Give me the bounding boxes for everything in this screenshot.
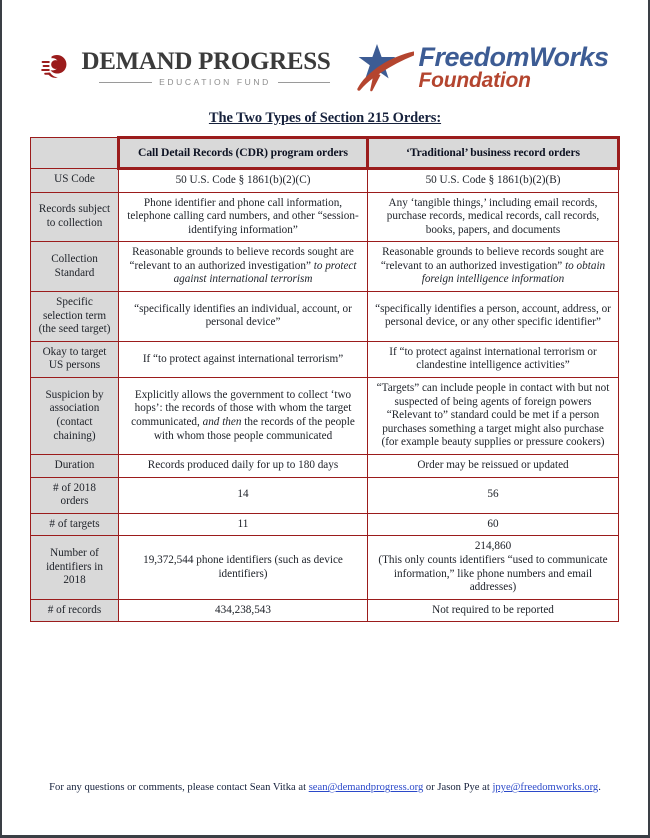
suspicion-cdr-part2: the records of the people with whom those people communicated — [153, 415, 355, 442]
demand-progress-tagline-row — [81, 78, 330, 87]
column-header-traditional: ‘Traditional’ business record orders — [368, 138, 619, 169]
identifiers-traditional-note: (This only counts identifiers “used to communicate information,” like phone numbers and email addresses) — [378, 554, 608, 594]
cell-selection-term-traditional: “specifically identifies a person, account, address, or personal device, or any other specific identifier” — [368, 291, 619, 341]
row-label-collection-standard: Collection Standard — [31, 242, 119, 292]
rule-right — [278, 82, 331, 83]
table-row — [31, 536, 619, 599]
row-label-specific-selection-term: Specific selection term (the seed target) — [31, 291, 119, 341]
footer-contact-line — [2, 782, 648, 793]
row-label-okay-to-target-us-persons: Okay to target US persons — [31, 341, 119, 377]
cell-suspicion-traditional — [368, 378, 619, 455]
table-row — [31, 341, 619, 377]
table-row — [31, 454, 619, 477]
cell-records-count-cdr: 434,238,543 — [119, 599, 368, 622]
collection-standard-cdr-lead: Reasonable grounds to believe records sought are “relevant to an authorized investigation” — [129, 246, 354, 272]
cell-us-code-cdr: 50 U.S. Code § 1861(b)(2)(C) — [119, 169, 368, 193]
collection-standard-cdr-italic: to protect against international terrorism — [173, 259, 357, 286]
table-header-row — [31, 138, 619, 169]
cell-identifiers-cdr: 19,372,544 phone identifiers (such as device identifiers) — [119, 536, 368, 599]
cell-collection-standard-cdr — [119, 242, 368, 292]
table-row — [31, 242, 619, 292]
section-215-comparison-table — [30, 136, 620, 622]
cell-us-code-traditional: 50 U.S. Code § 1861(b)(2)(B) — [368, 169, 619, 193]
identifiers-traditional-count: 214,860 — [474, 540, 512, 553]
cell-records-traditional: Any ‘tangible things,’ including email records, purchase records, medical records, call records, books, papers, and documents — [368, 192, 619, 242]
logo-band — [30, 0, 620, 102]
table-row — [31, 599, 619, 622]
table-corner-cell — [31, 138, 119, 169]
cell-targets-cdr: 11 — [119, 513, 368, 536]
cell-identifiers-traditional — [368, 536, 619, 599]
row-label-us-code: US Code — [31, 169, 119, 193]
row-label-duration: Duration — [31, 454, 119, 477]
footer-text-before: For any questions or comments, please contact Sean Vitka at — [49, 782, 309, 793]
table-row — [31, 169, 619, 193]
cell-suspicion-cdr — [119, 378, 368, 455]
table-row — [31, 477, 619, 513]
footer-text-middle: or Jason Pye at — [423, 782, 493, 793]
star-swoosh-icon — [352, 42, 414, 94]
email-link-sean-vitka[interactable]: sean@demandprogress.org — [308, 782, 424, 793]
cell-target-us-persons-traditional: If “to protect against international terrorism or clandestine intelligence activities” — [368, 341, 619, 377]
collection-standard-traditional-lead: Reasonable grounds to believe records sought are “relevant to an authorized investigation” — [380, 246, 604, 272]
suspicion-cdr-italic: and then — [202, 415, 242, 428]
cell-collection-standard-traditional — [368, 242, 619, 292]
raised-fist-icon — [41, 51, 75, 85]
row-label-number-of-records: # of records — [31, 599, 119, 622]
cell-duration-traditional: Order may be reissued or updated — [368, 454, 619, 477]
table-row — [31, 378, 619, 455]
freedomworks-wordmark — [418, 41, 609, 93]
cell-2018-orders-traditional: 56 — [368, 477, 619, 513]
suspicion-cdr-part1: Explicitly allows the government to collect ‘two hops’: the records of those with whom the target communicated, — [131, 388, 352, 428]
row-label-number-of-targets: # of targets — [31, 513, 119, 536]
cell-target-us-persons-cdr: If “to protect against international terrorism” — [119, 341, 368, 377]
footer-text-after: . — [598, 782, 601, 793]
demand-progress-name: DEMAND PROGRESS — [81, 48, 331, 76]
table-row — [31, 192, 619, 242]
suspicion-traditional-line1: “Targets” can include people in contact with but not suspected of being agents of foreign powers — [376, 382, 610, 408]
cell-records-count-traditional: Not required to be reported — [368, 599, 619, 622]
freedomworks-logo — [352, 42, 608, 94]
cell-targets-traditional: 60 — [368, 513, 619, 536]
demand-progress-wordmark — [81, 49, 330, 87]
cell-selection-term-cdr: “specifically identifies an individual, account, or personal device” — [119, 291, 368, 341]
rule-left — [99, 82, 152, 83]
row-label-number-of-2018-orders: # of 2018 orders — [31, 477, 119, 513]
demand-progress-tagline: EDUCATION FUND — [159, 77, 271, 88]
cell-2018-orders-cdr: 14 — [119, 477, 368, 513]
page-title: The Two Types of Section 215 Orders: — [208, 110, 442, 126]
email-link-jason-pye[interactable]: jpye@freedomworks.org — [492, 782, 599, 793]
collection-standard-traditional-italic: to obtain foreign intelligence information — [421, 259, 606, 286]
table-row — [31, 291, 619, 341]
demand-progress-logo — [41, 49, 330, 87]
freedomworks-foundation-label: Foundation — [418, 69, 531, 93]
row-label-suspicion-by-association: Suspicion by association (contact chaining) — [31, 378, 119, 455]
table-row — [31, 513, 619, 536]
suspicion-traditional-line2: “Relevant to” standard could be met if a person purchases something a target might also purchase (for example beauty supplies or pressure cookers) — [381, 409, 605, 449]
row-label-number-of-identifiers-2018: Number of identifiers in 2018 — [31, 536, 119, 599]
column-header-cdr: Call Detail Records (CDR) program orders — [119, 138, 368, 169]
cell-records-cdr: Phone identifier and phone call information, telephone calling card numbers, and other “session-identifying information” — [119, 192, 368, 242]
freedomworks-name: FreedomWorks — [418, 41, 609, 72]
row-label-records-subject-to-collection: Records subject to collection — [31, 192, 119, 242]
cell-duration-cdr: Records produced daily for up to 180 days — [119, 454, 368, 477]
